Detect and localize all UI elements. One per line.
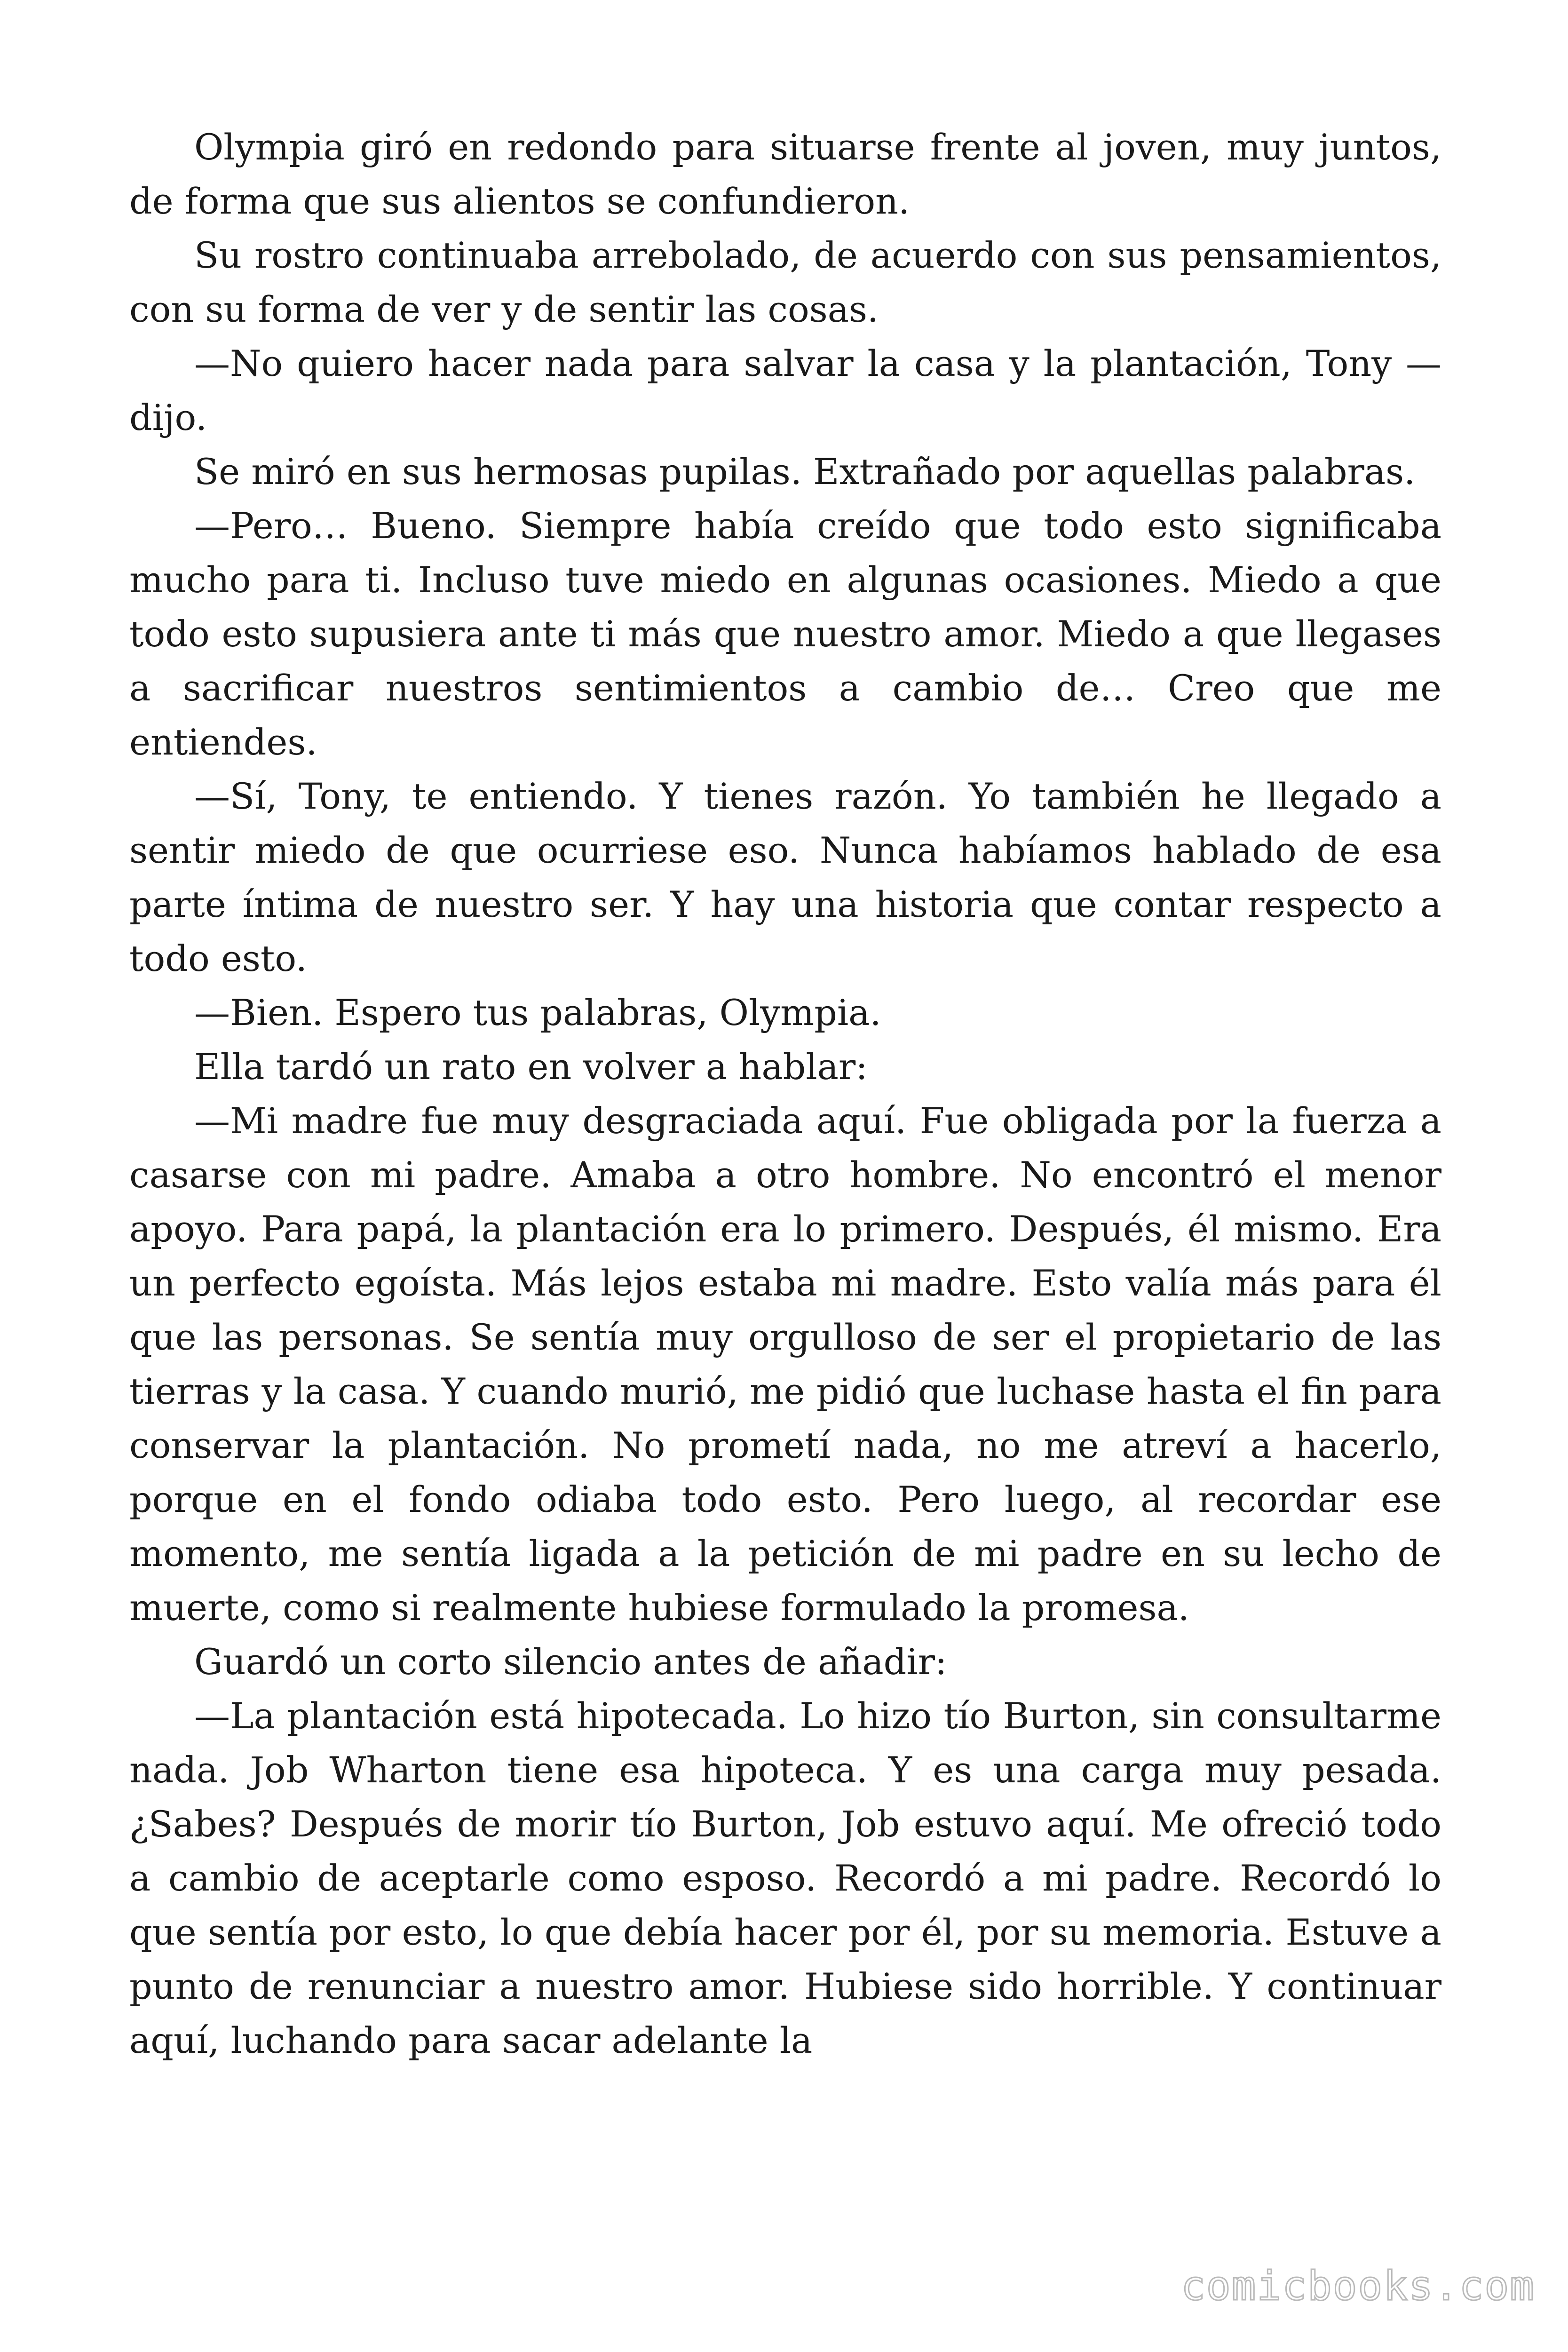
paragraph-10: Guardó un corto silencio antes de añadir:	[194, 1641, 947, 1683]
watermark: comicbooks.com	[1181, 2263, 1535, 2310]
paragraph-8: Ella tardó un rato en volver a hablar:	[194, 1046, 868, 1088]
paragraph-2: Su rostro continuaba arrebolado, de acuerdo con sus pensamientos, con su forma de ver y de sentir las cosas.	[129, 234, 1441, 330]
paragraph-7: —Bien. Espero tus palabras, Olympia.	[194, 992, 881, 1033]
paragraph-1: Olympia giró en redondo para situarse frente al joven, muy juntos, de forma que sus alientos se confundieron.	[129, 126, 1441, 222]
paragraph-6: —Sí, Tony, te entiendo. Y tienes razón. Yo también he llegado a sentir miedo de que ocurriese eso. Nunca habíamos hablado de esa parte íntima de nuestro ser. Y hay una historia que contar respecto a todo esto.	[129, 775, 1441, 979]
paragraph-5: —Pero… Bueno. Siempre había creído que todo esto significaba mucho para ti. Incluso tuve miedo en algunas ocasiones. Miedo a que todo esto supusiera ante ti más que nuestro amor. Miedo a que llegases a sacrificar nuestros sentimientos a cambio de… Creo que me entiendes.	[129, 505, 1441, 763]
page-text	[129, 120, 1441, 2067]
paragraph-11: —La plantación está hipotecada. Lo hizo tío Burton, sin consultarme nada. Job Wharton tiene esa hipoteca. Y es una carga muy pesada. ¿Sabes? Después de morir tío Burton, Job estuvo aquí. Me ofreció todo a cambio de aceptarle como esposo. Recordó a mi padre. Recordó lo que sentía por esto, lo que debía hacer por él, por su memoria. Estuve a punto de renunciar a nuestro amor. Hubiese sido horrible. Y continuar aquí, luchando para sacar adelante la	[129, 1695, 1441, 2061]
paragraph-9: —Mi madre fue muy desgraciada aquí. Fue obligada por la fuerza a casarse con mi padre. Amaba a otro hombre. No encontró el menor apoyo. Para papá, la plantación era lo primero. Después, él mismo. Era un perfecto egoísta. Más lejos estaba mi madre. Esto valía más para él que las personas. Se sentía muy orgulloso de ser el propietario de las tierras y la casa. Y cuando murió, me pidió que luchase hasta el fin para conservar la plantación. No prometí nada, no me atreví a hacerlo, porque en el fondo odiaba todo esto. Pero luego, al recordar ese momento, me sentía ligada a la petición de mi padre en su lecho de muerte, como si realmente hubiese formulado la promesa.	[129, 1100, 1441, 1629]
paragraph-3: —No quiero hacer nada para salvar la casa y la plantación, Tony —dijo.	[129, 342, 1441, 438]
paragraph-4: Se miró en sus hermosas pupilas. Extrañado por aquellas palabras.	[194, 451, 1416, 493]
